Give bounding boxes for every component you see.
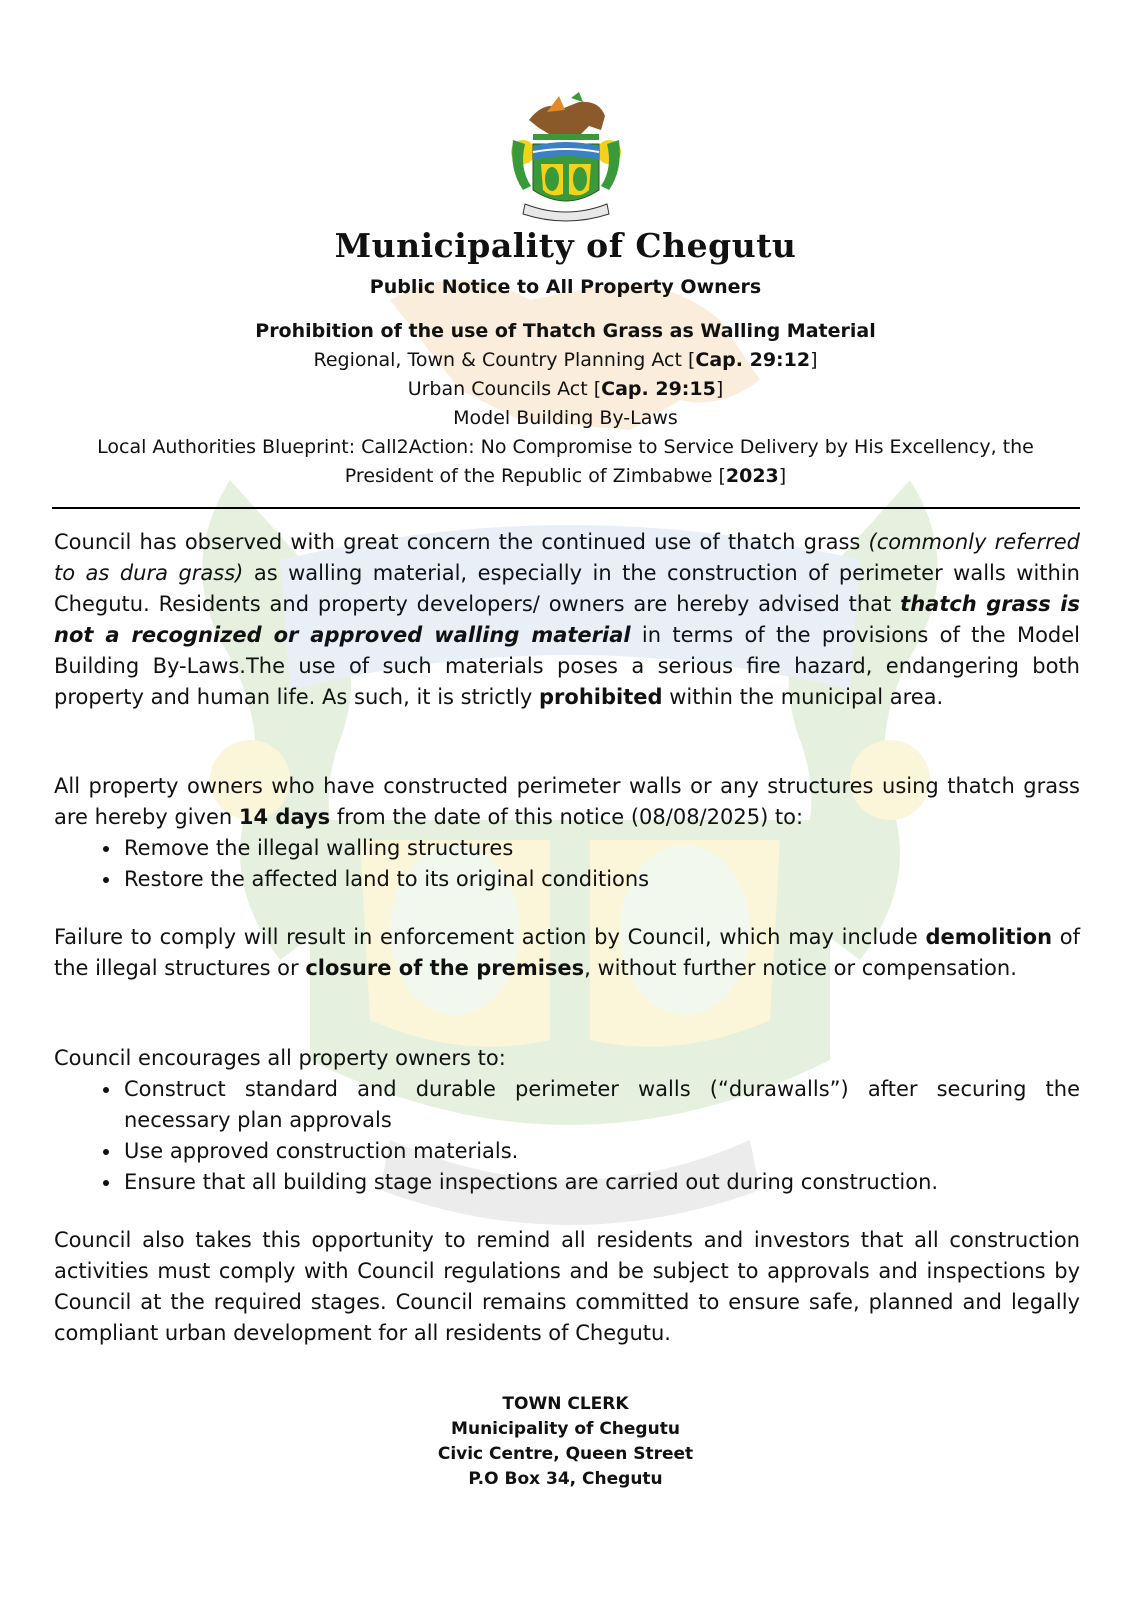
list-item: • Remove the illegal walling structures — [122, 833, 1080, 864]
notice-heading: Public Notice to All Property Owners — [369, 276, 762, 298]
municipality-title: Municipality of Chegutu — [334, 226, 797, 265]
list-item: • Ensure that all building stage inspections are carried out during construction. — [122, 1167, 1080, 1198]
list-item: • Restore the affected land to its original conditions — [122, 864, 1080, 895]
header-divider — [52, 507, 1080, 509]
paragraph-compliance-period: All property owners who have constructed perimeter walls or any structures using thatch grass are hereby given 14 days from the date of this notice (08/08/2025) to: • Remove the illegal walling structures • Restore the affected land to its original conditions — [54, 771, 1080, 895]
signatory-title: TOWN CLERK — [502, 1394, 629, 1414]
notice-subject: Prohibition of the use of Thatch Grass as Walling Material — [255, 320, 876, 342]
paragraph-encouragement: Council encourages all property owners to: • Construct standard and durable perimeter walls (“durawalls”) after securing the necessary plan approvals • Use approved construction materials. • Ensure that all building stage inspections are carried out during construction. — [54, 1043, 1080, 1198]
blueprint-reference-line2: President of the Republic of Zimbabwe [2023] — [344, 465, 787, 487]
signatory-address: Civic Centre, Queen Street — [437, 1444, 694, 1464]
legal-reference-act2: Urban Councils Act [Cap. 29:15] — [407, 378, 724, 400]
list-item: • Use approved construction materials. — [122, 1136, 1080, 1167]
legal-reference-bylaws: Model Building By-Laws — [453, 407, 678, 429]
blueprint-reference-line1: Local Authorities Blueprint: Call2Action: No Compromise to Service Delivery by His Excellency, the — [97, 436, 1034, 458]
legal-reference-act1: Regional, Town & Country Planning Act [Cap. 29:12] — [313, 349, 818, 371]
paragraph-reminder: Council also takes this opportunity to remind all residents and investors that all construction activities must comply with Council regulations and be subject to approvals and inspections by Council at the required stages. Council remains committed to ensure safe, planned and legally compliant urban development for all residents of Chegutu. — [54, 1228, 1080, 1345]
paragraph-enforcement: Failure to comply will result in enforcement action by Council, which may include demolition of the illegal structures or closure of the premises, without further notice or compensation. — [54, 925, 1080, 980]
signatory-po-box: P.O Box 34, Chegutu — [468, 1469, 663, 1489]
list-item: • Construct standard and durable perimeter walls (“durawalls”) after securing the necessary plan approvals — [122, 1074, 1080, 1136]
paragraph-observation: Council has observed with great concern the continued use of thatch grass (commonly referred to as dura grass) as walling material, especially in the construction of perimeter walls within Chegutu. Residents and property developers/ owners are hereby advised that thatch grass is not a recognized or approved walling material in terms of the provisions of the Model Building By-Laws.The use of such materials poses a serious fire hazard, endangering both property and human life. As such, it is strictly prohibited within the municipal area. — [54, 530, 1081, 709]
signatory-organisation: Municipality of Chegutu — [451, 1419, 680, 1439]
signature-block — [0, 1392, 1131, 1492]
coat-of-arms-logo — [509, 90, 624, 225]
